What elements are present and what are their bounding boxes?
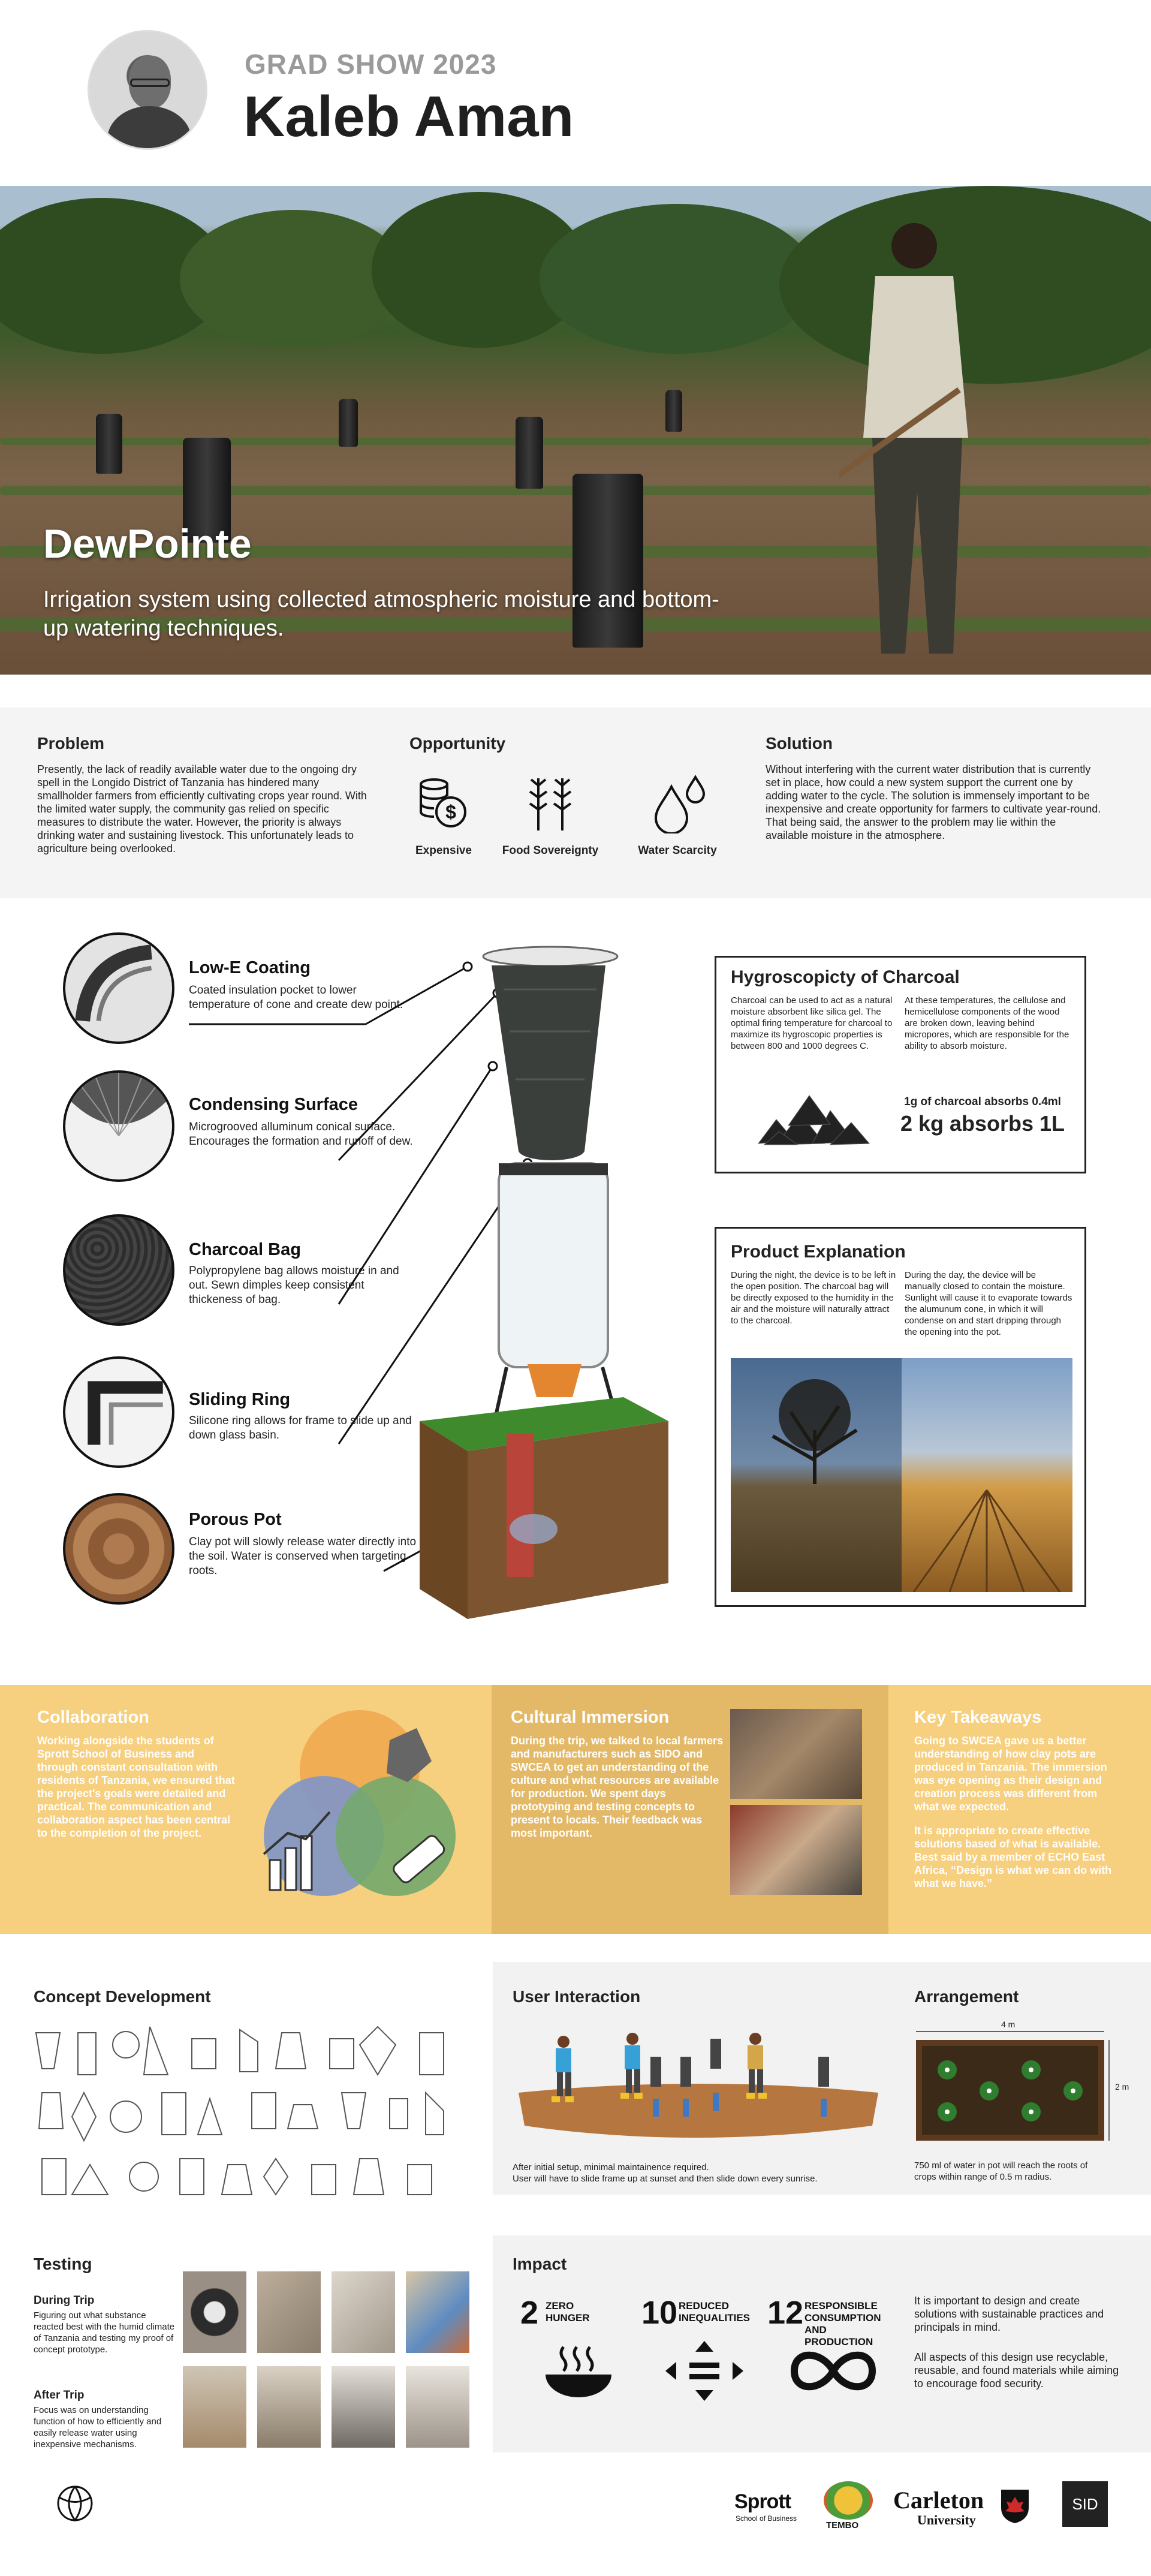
arrangement-width-label: 4 m (1001, 2020, 1016, 2029)
sdg-2-number: 2 (520, 2295, 539, 2331)
charcoal-text-col1: Charcoal can be used to act as a natural moisture absorbent like silica gel. The optimal firing temperature for charcoal to maximize its hygroscopic properties is between 800 and 1000 degrees C. (731, 995, 893, 1051)
water-drops-icon (647, 774, 707, 833)
explanation-text-day: During the day, the device will be manually closed to contain the moisture. Sunlight will cause it to evaporate towards the alumunum cone, in which it will condense on and start dripping through the opening into the pot. (905, 1270, 1072, 1337)
user-interaction-illustration (513, 2021, 884, 2141)
test-photo-1 (183, 2271, 246, 2353)
low-e-coating-title: Low-E Coating (189, 958, 311, 977)
coins-dollar-icon (414, 774, 474, 833)
solution-heading: Solution (766, 734, 833, 753)
workshop-photo-1 (730, 1709, 862, 1799)
user-interaction-heading: User Interaction (513, 1987, 641, 2006)
charcoal-bag-desc: Polypropylene bag allows moisture in and out. Sewn dimples keep consistent thickeness of bag. (189, 1265, 399, 1306)
night-photo (731, 1358, 902, 1592)
project-title: DewPointe (43, 521, 252, 567)
sdg-2-label: ZERO HUNGER (546, 2300, 590, 2324)
concept-sketches (30, 2021, 468, 2207)
collaboration-text: Working alongside the students of Sprott School of Business and through constant consultation with residents of Tanzania, we ensured that the project's goals were detailed and practical. The communication and collaboration aspect has been central to the completion of the project. (37, 1735, 235, 1839)
key-takeaways-text-2: It is appropriate to create effective solutions based of what is available. Best said by a member of ECHO East Africa, “Design is what we can do with what we have.” (914, 1825, 1112, 1889)
sdg-10-number: 10 (641, 2295, 678, 2331)
problem-heading: Problem (37, 734, 105, 753)
sdg-12-number: 12 (767, 2295, 804, 2331)
wheat-icon (520, 774, 580, 833)
charcoal-pile-image (752, 1078, 872, 1149)
explanation-text-night: During the night, the device is to be left in the open position. The charcoal bag will be directly exposed to the humidity in the air and the moisture will naturally attract to the charcoal. (731, 1270, 896, 1326)
designer-name: Kaleb Aman (243, 85, 574, 149)
food-bowl-icon (540, 2341, 617, 2401)
tembo-logo (824, 2481, 873, 2520)
sid-logo: SID (1062, 2481, 1108, 2527)
test-photo-6 (257, 2366, 321, 2448)
during-trip-text: Figuring out what substance reacted best with the humid climate of Tanzania and testing my proof of concept prototype. (34, 2310, 175, 2355)
carleton-logo-sub: University (917, 2512, 976, 2527)
sdg-12-label: RESPONSIBLE CONSUMPTION AND PRODUCTION (805, 2300, 881, 2348)
day-photo (902, 1358, 1072, 1592)
impact-heading: Impact (513, 2255, 567, 2273)
testing-heading: Testing (34, 2255, 92, 2273)
user-interaction-caption-1: After initial setup, minimal maintainence required. (513, 2162, 709, 2172)
test-photo-4 (406, 2271, 469, 2353)
arrangement-heading: Arrangement (914, 1987, 1019, 2006)
during-trip-title: During Trip (34, 2294, 95, 2307)
sprott-logo: Sprott (734, 2490, 791, 2513)
test-photo-2 (257, 2271, 321, 2353)
charcoal-heading: Hygroscopicty of Charcoal (731, 967, 960, 987)
test-photo-7 (332, 2366, 395, 2448)
low-e-coating-desc: Coated insulation pocket to lower temperature of cone and create dew point. (189, 984, 403, 1011)
porous-pot-title: Porous Pot (189, 1510, 282, 1529)
sliding-ring-title: Sliding Ring (189, 1390, 291, 1409)
user-interaction-caption-2: User will have to slide frame up at sunset and then slide down every sunrise. (513, 2174, 818, 2184)
after-trip-title: After Trip (34, 2389, 85, 2402)
carleton-shield-icon (1000, 2488, 1030, 2524)
opportunity-heading: Opportunity (409, 734, 506, 753)
key-takeaways-text-1: Going to SWCEA gave us a better understanding of how clay pots are produced in Tanzania. The immersion was eye opening as their design and creation process was different from what we expected. (914, 1735, 1107, 1813)
sprott-logo-sub: School of Business (736, 2514, 797, 2523)
test-photo-3 (332, 2271, 395, 2353)
concept-heading: Concept Development (34, 1987, 211, 2006)
charcoal-fact-small: 1g of charcoal absorbs 0.4ml (904, 1096, 1061, 1108)
arrangement-caption: 750 ml of water in pot will reach the roots of crops within range of 0.5 m radius. (914, 2160, 1088, 2182)
product-explanation-box (715, 1227, 1086, 1607)
collaboration-band (0, 1685, 1151, 1934)
solution-text: Without interfering with the current water distribution that is currently set in place, how could a new system support the current one by adding water to the cycle. The solution is immensely important to be inexpensive and create opportunity for farmers to cultivate year-round. That being said, the answer to the problem may lie within the available moisture in the atmosphere. (766, 763, 1101, 841)
carleton-logo: Carleton (893, 2487, 984, 2514)
opportunity-label-food-sovereignty: Food Sovereignty (502, 844, 599, 857)
condensing-surface-title: Condensing Surface (189, 1095, 358, 1114)
charcoal-bag-title: Charcoal Bag (189, 1240, 301, 1259)
problem-text: Presently, the lack of readily available water due to the ongoing dry spell in the Longido District of Tanzania has hindered many smallholder farmers from efficiently cultivating crops year round. With the limited water supply, the community gas relied on specific measures to distribute the water. However, the priority is always drinking water and sustaining livestock. This unfortunately leads to agriculture being overlooked. (37, 763, 367, 854)
porous-pot-desc: Clay pot will slowly release water directly into the soil. Water is conserved when targeting roots. (189, 1536, 417, 1577)
explanation-heading: Product Explanation (731, 1242, 906, 1262)
after-trip-text: Focus was on understanding function of how to efficiently and easily release water using inexpensive mechanisms. (34, 2405, 162, 2449)
impact-text-2: All aspects of this design use recyclable, reusable, and found materials while aiming to encourage food security. (914, 2351, 1119, 2390)
key-takeaways-heading: Key Takeaways (914, 1708, 1042, 1727)
sliding-ring-desc: Silicone ring allows for frame to slide up and down glass basin. (189, 1415, 412, 1442)
equals-arrows-icon (665, 2341, 743, 2401)
charcoal-fact-big: 2 kg absorbs 1L (900, 1111, 1065, 1136)
charcoal-text-col2: At these temperatures, the cellulose and hemicellulose components of the wood are broken down, leaving behind micropores, which are responsible for the ability to absorb moisture. (905, 995, 1069, 1051)
tembo-logo-text: TEMBO (826, 2520, 859, 2530)
collaboration-heading: Collaboration (37, 1708, 149, 1727)
sdg-10-label: REDUCED INEQUALITIES (679, 2300, 751, 2324)
cultural-immersion-text: During the trip, we talked to local farmers and manufacturers such as SIDO and SWCEA to get an understanding of the culture and what resources are available for production. We spent days prototyping and testing concepts to present to locals. Their feedback was most important. (511, 1735, 724, 1839)
cultural-immersion-heading: Cultural Immersion (511, 1708, 670, 1727)
opportunity-label-water-scarcity: Water Scarcity (638, 844, 717, 857)
problem-band (0, 708, 1151, 898)
grad-show-logo (54, 2482, 96, 2524)
svg-text:$: $ (445, 801, 456, 823)
device-render (0, 923, 689, 1643)
project-subtitle: Irrigation system using collected atmospheric moisture and bottom-up watering techniques. (43, 587, 719, 641)
impact-text-1: It is important to design and create solutions with sustainable practices and principals in mind. (914, 2295, 1104, 2333)
test-photo-8 (406, 2366, 469, 2448)
opportunity-label-expensive: Expensive (415, 844, 472, 857)
grad-show-label: GRAD SHOW 2023 (245, 49, 497, 80)
designer-portrait (88, 30, 207, 150)
test-photo-5 (183, 2366, 246, 2448)
arrangement-diagram (911, 2028, 1115, 2148)
venn-diagram (252, 1704, 468, 1908)
workshop-photo-2 (730, 1805, 862, 1895)
infinity-icon (785, 2341, 881, 2401)
arrangement-height-label: 2 m (1115, 2082, 1129, 2092)
condensing-surface-desc: Microgrooved alluminum conical surface. Encourages the formation and runoff of dew. (189, 1121, 413, 1148)
charcoal-info-box (715, 956, 1086, 1173)
farmer-figure (839, 210, 995, 666)
